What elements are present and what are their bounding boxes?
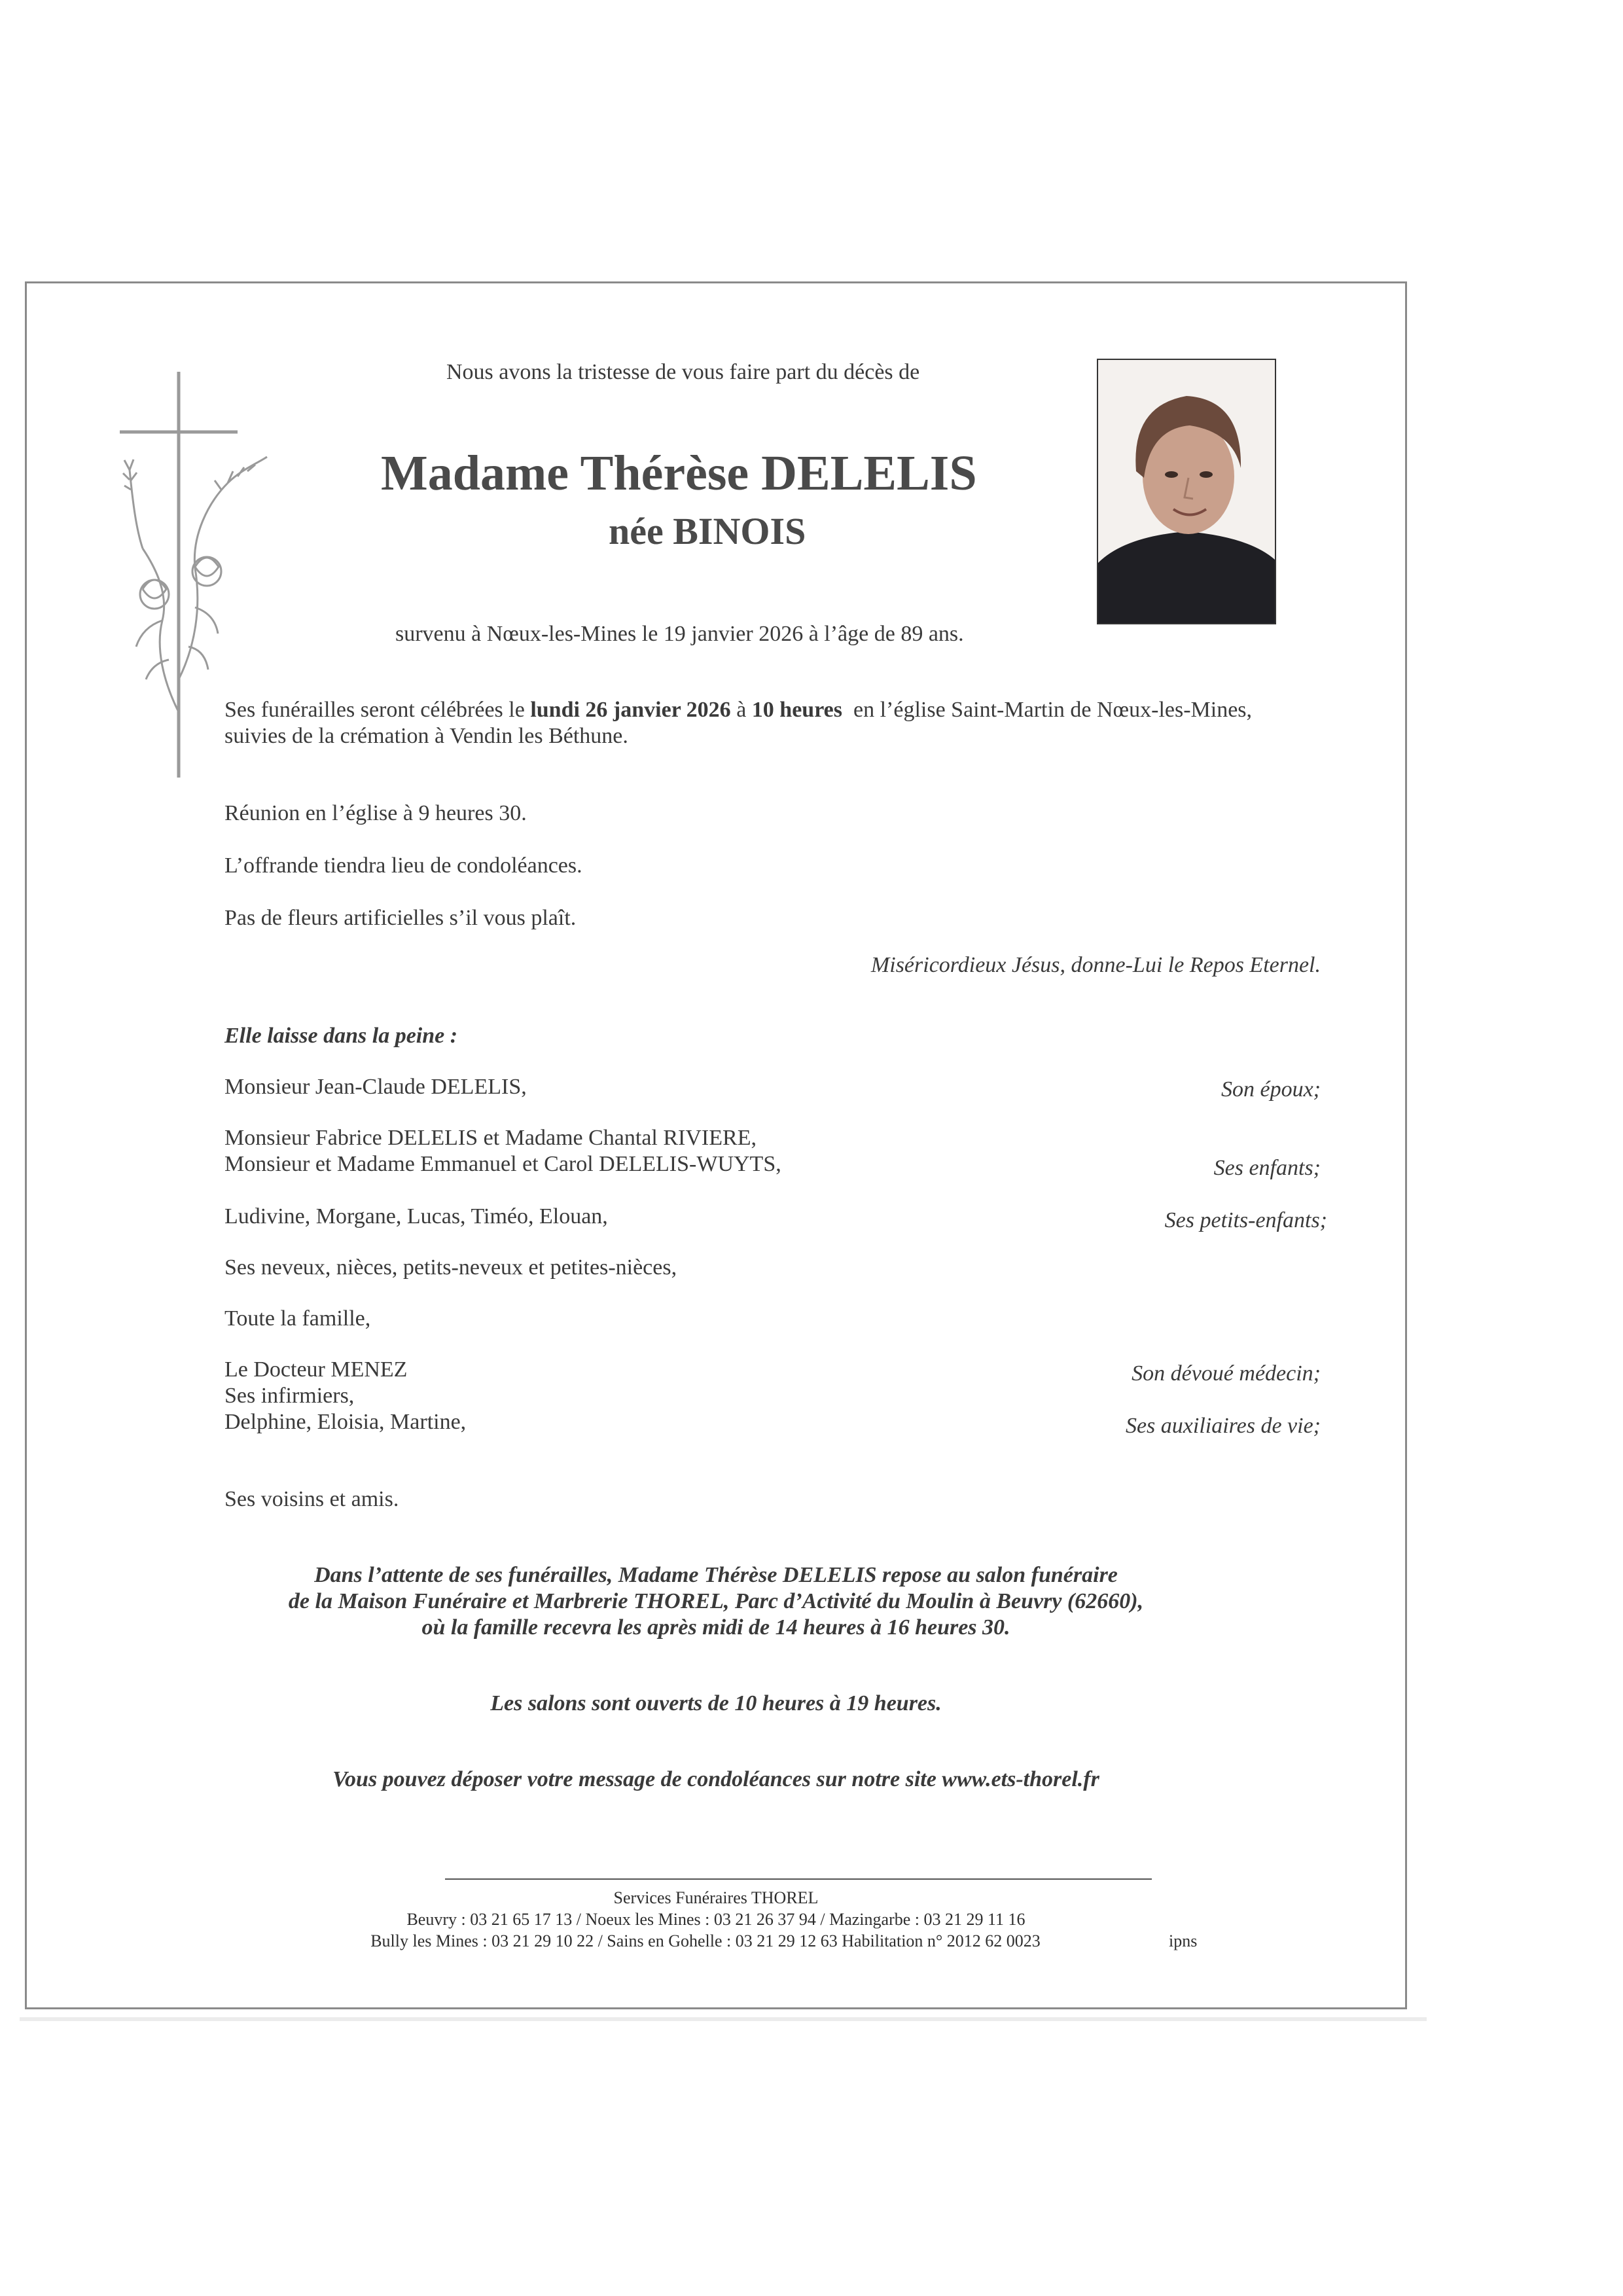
info-offrande: L’offrande tiendra lieu de condoléances. — [224, 853, 582, 878]
family-heading: Elle laisse dans la peine : — [224, 1024, 458, 1048]
family-neveux: Ses neveux, nièces, petits-neveux et petites-nièces, — [224, 1255, 677, 1280]
deceased-name: Madame Thérèse DELELIS — [381, 446, 977, 501]
family-enfants-1: Monsieur Fabrice DELELIS et Madame Chantal RIVIERE, — [224, 1126, 757, 1150]
role-epoux: Son époux; — [1221, 1077, 1321, 1102]
info-reunion: Réunion en l’église à 9 heures 30. — [224, 801, 527, 825]
footer-ipns: ipns — [1169, 1931, 1198, 1950]
prayer-text: Miséricordieux Jésus, donne-Lui le Repos Eternel. — [870, 953, 1321, 977]
funeral-line-2: suivies de la crémation à Vendin les Béthune. — [224, 724, 628, 748]
portrait-image — [1098, 360, 1275, 623]
family-enfants-2: Monsieur et Madame Emmanuel et Carol DELELIS-WUYTS, — [224, 1152, 781, 1176]
family-epoux: Monsieur Jean-Claude DELELIS, — [224, 1075, 527, 1099]
role-auxiliaires: Ses auxiliaires de vie; — [1125, 1414, 1321, 1438]
intro-text: Nous avons la tristesse de vous faire part du décès de — [446, 360, 920, 384]
footer-company: Services Funéraires THOREL — [613, 1888, 819, 1907]
portrait-photo — [1097, 359, 1276, 624]
death-statement: survenu à Nœux-les-Mines le 19 janvier 2026 à l’âge de 89 ans. — [395, 622, 964, 646]
salon-line-1: Dans l’attente de ses funérailles, Madame Thérèse DELELIS repose au salon funéraire — [314, 1563, 1118, 1587]
funeral-text-mid: à — [730, 698, 752, 722]
footer-phones-2: Bully les Mines : 03 21 29 10 22 / Sains en Gohelle : 03 21 29 12 63 Habilitation n° 2012 62 0023 — [370, 1931, 1041, 1950]
condolences-site: Vous pouvez déposer votre message de condoléances sur notre site www.ets-thorel.fr — [332, 1767, 1099, 1791]
funeral-date: lundi 26 janvier 2026 — [530, 698, 731, 722]
salon-line-2: de la Maison Funéraire et Marbrerie THOREL, Parc d’Activité du Moulin à Beuvry (62660), — [288, 1589, 1144, 1613]
family-docteur: Le Docteur MENEZ — [224, 1357, 408, 1382]
funeral-text-before: Ses funérailles seront célébrées le — [224, 698, 531, 722]
salon-line-3: où la famille recevra les après midi de 14 heures à 16 heures 30. — [421, 1615, 1010, 1640]
role-enfants: Ses enfants; — [1213, 1156, 1321, 1180]
family-auxiliaires: Delphine, Eloisia, Martine, — [224, 1410, 467, 1434]
funeral-time: 10 heures — [751, 698, 842, 722]
footer-phones-1: Beuvry : 03 21 65 17 13 / Noeux les Mines : 03 21 26 37 94 / Mazingarbe : 03 21 29 11 16 — [406, 1910, 1026, 1929]
funeral-line-1 — [224, 698, 1252, 723]
family-famille: Toute la famille, — [224, 1306, 371, 1331]
footer-divider — [445, 1878, 1152, 1880]
funeral-text-after: en l’église Saint-Martin de Nœux-les-Mines, — [842, 698, 1253, 722]
salon-horaires: Les salons sont ouverts de 10 heures à 19 heures. — [490, 1691, 942, 1715]
role-docteur: Son dévoué médecin; — [1132, 1361, 1321, 1386]
family-voisins: Ses voisins et amis. — [224, 1487, 399, 1511]
role-petits-enfants: Ses petits-enfants; — [1164, 1208, 1327, 1232]
info-fleurs: Pas de fleurs artificielles s’il vous plaît. — [224, 906, 577, 930]
scan-edge — [20, 2017, 1427, 2021]
family-infirmiers: Ses infirmiers, — [224, 1384, 355, 1408]
family-petits-enfants: Ludivine, Morgane, Lucas, Timéo, Elouan, — [224, 1204, 608, 1229]
maiden-name: née BINOIS — [609, 510, 806, 552]
